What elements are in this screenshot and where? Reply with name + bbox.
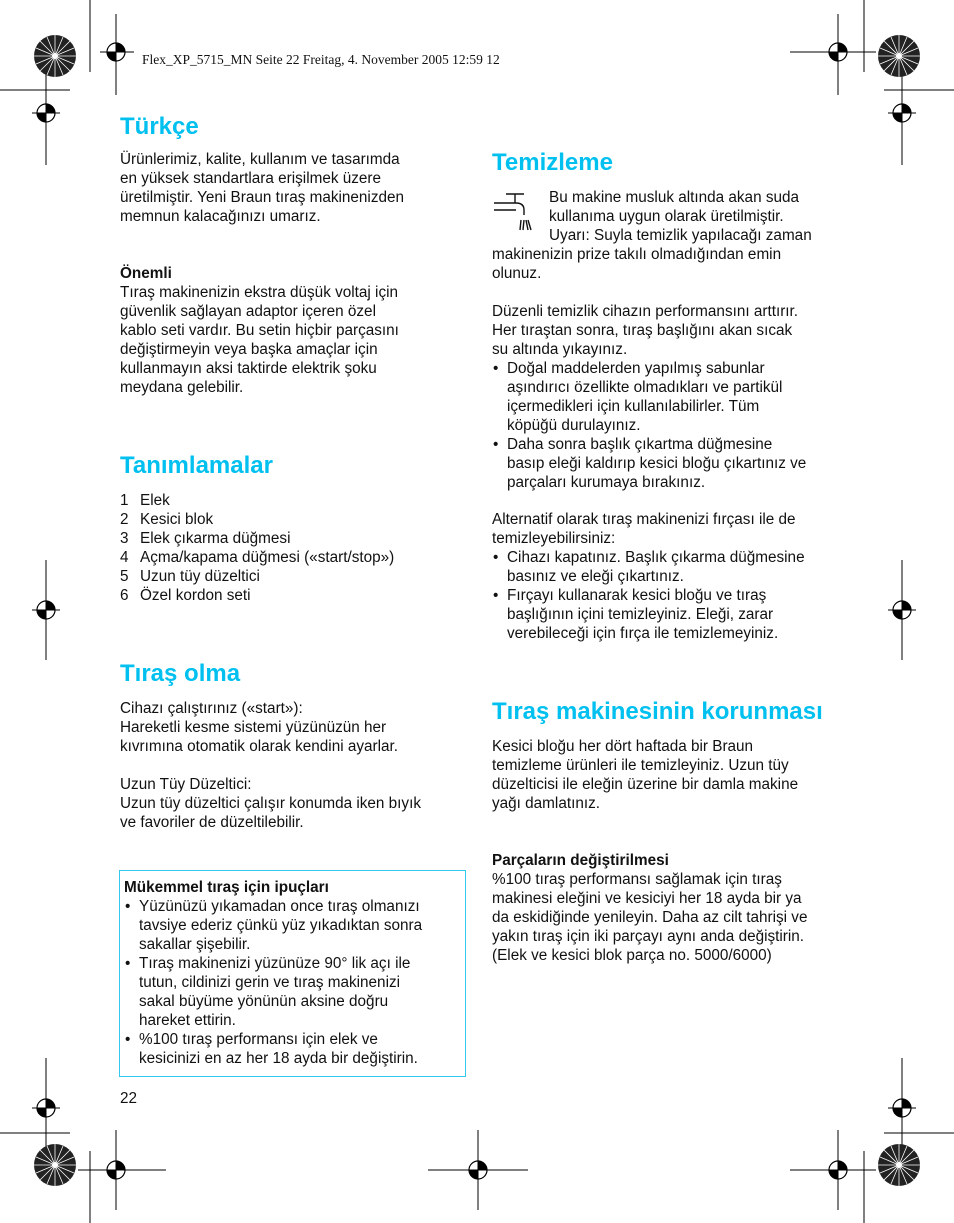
bullet-line: köpüğü durulayınız. [507, 417, 641, 434]
shaving-line: Uzun Tüy Düzeltici: [120, 776, 252, 793]
tap-line: kullanıma uygun olarak üretilmiştir. [549, 208, 784, 225]
tip-line: sakallar şişebilir. [139, 936, 251, 953]
bullet-line: • Doğal maddelerden yapılmış sabunlar [507, 360, 765, 377]
bullet-line: • Daha sonra başlık çıkartma düğmesine [507, 436, 773, 453]
shaving-line: Hareketli kesme sistemi yüzünüzün her [120, 719, 387, 736]
item-label: Elek çıkarma düğmesi [140, 530, 291, 547]
tap-line: Uyarı: Suyla temizlik yapılacağı zaman [549, 227, 812, 244]
title-temizleme: Temizleme [492, 149, 613, 176]
tip-line: • %100 tıraş performansı için elek ve [139, 1031, 378, 1048]
title-turkce: Türkçe [120, 113, 199, 140]
replacement-line: yakın tıraş için iki parçayı aynı anda değiştirin. [492, 928, 805, 945]
important-line: Tıraş makinenizin ekstra düşük voltaj için [120, 284, 399, 301]
registration-mark-icon [32, 38, 916, 1184]
title-tiras-olma: Tıraş olma [120, 660, 241, 687]
replacement-line: %100 tıraş performansı sağlamak için tıraş [492, 871, 782, 888]
care-line: temizleme ürünleri ile temizleyiniz. Uzun tüy [492, 757, 789, 774]
replacement-line: makinesi eleğini ve kesiciyi her 18 ayda bir ya [492, 890, 802, 907]
title-korunmasi: Tıraş makinesinin korunması [492, 698, 823, 725]
important-heading: Önemli [120, 265, 172, 282]
title-tanimlamalar: Tanımlamalar [120, 452, 273, 479]
tip-line: kesicinizi en az her 18 ayda bir değiştirin. [139, 1050, 418, 1067]
replacement-line: da eskidiğinde yenileyin. Daha az cilt tahrişi ve [492, 909, 808, 926]
shaving-line: Cihazı çalıştırınız («start»): [120, 700, 303, 717]
item-number: 1 [120, 492, 129, 509]
important-line: kablo seti vardır. Bu setin hiçbir parçasını [120, 322, 399, 339]
tip-line: • Tıraş makinenizi yüzünüze 90° lik açı ile [139, 955, 411, 972]
care-line: Kesici bloğu her dört haftada bir Braun [492, 738, 754, 755]
tip-line: tavsiye ederiz çünkü yüz yıkadıktan sonra [139, 917, 423, 934]
item-label: Kesici blok [140, 511, 214, 528]
item-label: Açma/kapama düğmesi («start/stop») [140, 549, 395, 566]
intro-line: Ürünlerimiz, kalite, kullanım ve tasarımda [120, 151, 400, 168]
item-number: 5 [120, 568, 129, 585]
cleaning-line: Alternatif olarak tıraş makinenizi fırçası ile de [492, 511, 796, 528]
bullet-line: basıp eleği kaldırıp kesici bloğu çıkartınız ve [507, 455, 807, 472]
tips-heading: Mükemmel tıraş için ipuçları [124, 879, 329, 896]
cleaning-line: temizleyebilirsiniz: [492, 530, 616, 547]
important-line: güvenlik sağlayan adaptor içeren özel [120, 303, 376, 320]
shaving-line: Uzun tüy düzeltici çalışır konumda iken bıyık [120, 795, 421, 812]
item-number: 3 [120, 530, 129, 547]
replacement-heading: Parçaların değiştirilmesi [492, 852, 669, 869]
tip-line: hareket ettirin. [139, 1012, 236, 1029]
item-label: Özel kordon seti [140, 587, 251, 604]
care-line: yağı damlatınız. [492, 795, 600, 812]
bullet-line: parçaları kurumaya bırakınız. [507, 474, 706, 491]
important-line: meydana gelebilir. [120, 379, 244, 396]
cleaning-line: Her tıraştan sonra, tıraş başlığını akan sıcak [492, 322, 793, 339]
bullet-line: verebileceği için fırça ile temizlemeyiniz. [507, 625, 779, 642]
item-number: 2 [120, 511, 129, 528]
important-line: kullanmayın aksi taktirde elektrik şoku [120, 360, 377, 377]
intro-line: en yüksek standartlara erişilmek üzere [120, 170, 382, 187]
shaving-line: kıvrımına otomatik olarak kendini ayarlar. [120, 738, 399, 755]
page-number: 22 [120, 1090, 138, 1107]
bullet-line: aşındırıcı özellikte olmadıkları ve partikül [507, 379, 783, 396]
item-label: Uzun tüy düzeltici [140, 568, 260, 585]
replacement-line: (Elek ve kesici blok parça no. 5000/6000) [492, 947, 772, 964]
important-line: değiştirmeyin veya başka amaçlar için [120, 341, 378, 358]
bullet-line: • Fırçayı kullanarak kesici bloğu ve tıraş [507, 587, 767, 604]
intro-line: memnun kalacağınızı umarız. [120, 208, 321, 225]
tap-line: olunuz. [492, 265, 542, 282]
tip-line: tutun, cildinizi gerin ve tıraş makinenizi [139, 974, 401, 991]
shaving-line: ve favoriler de düzeltilebilir. [120, 814, 304, 831]
bullet-line: içermedikleri için kullanılabilirler. Tüm [507, 398, 760, 415]
tip-line: • Yüzünüzü yıkamadan once tıraş olmanızı [139, 898, 420, 915]
item-number: 4 [120, 549, 129, 566]
bullet-line: • Cihazı kapatınız. Başlık çıkarma düğmesine [507, 549, 805, 566]
cleaning-line: su altında yıkayınız. [492, 341, 628, 358]
tap-line: makinenizin prize takılı olmadığından emin [492, 246, 782, 263]
care-line: düzelticisi ile eleğin üzerine bir damla makine [492, 776, 799, 793]
tip-line: sakal büyüme yönünün aksine doğru [139, 993, 389, 1010]
star-target-icon [34, 35, 920, 1186]
tap-line: Bu makine musluk altında akan suda [549, 189, 799, 206]
intro-line: üretilmiştir. Yeni Braun tıraş makinenizden [120, 189, 404, 206]
item-label: Elek [140, 492, 170, 509]
item-number: 6 [120, 587, 129, 604]
page-header: Flex_XP_5715_MN Seite 22 Freitag, 4. November 2005 12:59 12 [142, 52, 500, 67]
cleaning-line: Düzenli temizlik cihazın performansını arttırır. [492, 303, 799, 320]
bullet-line: başlığının içini temizleyiniz. Eleği, zarar [507, 606, 774, 623]
bullet-line: basınız ve eleği çıkartınız. [507, 568, 684, 585]
